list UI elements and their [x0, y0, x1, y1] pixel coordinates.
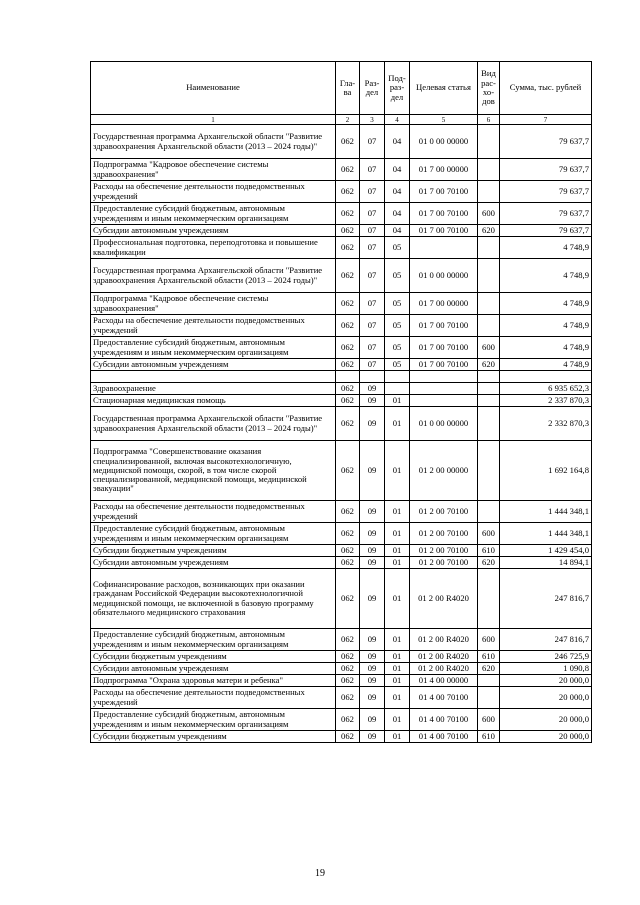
table-row	[91, 687, 592, 709]
row-vid: 620	[478, 557, 500, 569]
table-row	[91, 337, 592, 359]
row-glava: 062	[336, 337, 360, 359]
row-glava: 062	[336, 441, 360, 501]
row-razdel: 09	[360, 523, 385, 545]
row-glava: 062	[336, 125, 360, 159]
table-row	[91, 203, 592, 225]
row-vid: 610	[478, 545, 500, 557]
row-name: Субсидии автономным учреждениям	[91, 359, 336, 371]
table-row	[91, 709, 592, 731]
table-row	[91, 259, 592, 293]
row-target: 01 7 00 70100	[410, 181, 478, 203]
row-vid: 600	[478, 523, 500, 545]
row-podrazdel: 01	[385, 731, 410, 743]
row-sum: 14 894,1	[500, 557, 592, 569]
column-number: 3	[360, 115, 385, 125]
row-sum: 246 725,9	[500, 651, 592, 663]
row-target: 01 2 00 70100	[410, 545, 478, 557]
row-sum: 79 637,7	[500, 225, 592, 237]
row-vid	[478, 237, 500, 259]
table-row	[91, 501, 592, 523]
row-razdel: 09	[360, 545, 385, 557]
row-target: 01 7 00 00000	[410, 293, 478, 315]
row-podrazdel: 04	[385, 181, 410, 203]
row-podrazdel: 04	[385, 159, 410, 181]
row-glava: 062	[336, 675, 360, 687]
row-podrazdel: 01	[385, 395, 410, 407]
row-sum: 79 637,7	[500, 125, 592, 159]
row-podrazdel: 01	[385, 709, 410, 731]
row-razdel: 07	[360, 181, 385, 203]
row-glava: 062	[336, 651, 360, 663]
row-glava: 062	[336, 523, 360, 545]
column-number: 7	[500, 115, 592, 125]
row-sum: 4 748,9	[500, 315, 592, 337]
row-sum: 20 000,0	[500, 687, 592, 709]
row-vid	[478, 395, 500, 407]
table-row	[91, 359, 592, 371]
row-vid	[478, 441, 500, 501]
row-podrazdel: 04	[385, 225, 410, 237]
row-razdel: 07	[360, 315, 385, 337]
row-target: 01 0 00 00000	[410, 259, 478, 293]
row-name: Субсидии автономным учреждениям	[91, 225, 336, 237]
row-sum: 20 000,0	[500, 675, 592, 687]
row-target: 01 4 00 00000	[410, 675, 478, 687]
row-vid	[478, 407, 500, 441]
column-number: 2	[336, 115, 360, 125]
row-vid	[478, 181, 500, 203]
row-name: Субсидии бюджетным учреждениям	[91, 651, 336, 663]
column-number: 5	[410, 115, 478, 125]
row-name: Субсидии бюджетным учреждениям	[91, 545, 336, 557]
row-sum: 4 748,9	[500, 259, 592, 293]
row-glava: 062	[336, 225, 360, 237]
row-podrazdel: 01	[385, 501, 410, 523]
row-sum: 20 000,0	[500, 709, 592, 731]
header-razdel: Раз-дел	[360, 62, 385, 115]
row-podrazdel: 01	[385, 651, 410, 663]
row-name: Предоставление субсидий бюджетным, автономным учреждениям и иным некоммерческим организациям	[91, 337, 336, 359]
row-vid: 620	[478, 225, 500, 237]
header-name: Наименование	[91, 62, 336, 115]
row-sum: 247 816,7	[500, 629, 592, 651]
table-row	[91, 569, 592, 629]
row-target: 01 7 00 70100	[410, 225, 478, 237]
row-target: 01 7 00 70100	[410, 203, 478, 225]
row-name: Подпрограмма "Совершенствование оказания специализированной, включая высокотехнологичную, медицинской помощи, скорой, в том числе скорой специализированной, медицинской помощи, медицинской эвакуации"	[91, 441, 336, 501]
row-vid: 600	[478, 203, 500, 225]
row-vid: 610	[478, 651, 500, 663]
row-glava: 062	[336, 203, 360, 225]
row-podrazdel: 05	[385, 359, 410, 371]
row-podrazdel: 05	[385, 337, 410, 359]
row-sum: 4 748,9	[500, 337, 592, 359]
row-razdel: 09	[360, 557, 385, 569]
row-sum: 6 935 652,3	[500, 383, 592, 395]
row-podrazdel	[385, 383, 410, 395]
row-target: 01 2 00 00000	[410, 441, 478, 501]
row-target: 01 2 00 R4020	[410, 629, 478, 651]
row-vid	[478, 371, 500, 383]
row-target: 01 7 00 70100	[410, 315, 478, 337]
row-podrazdel: 01	[385, 545, 410, 557]
row-glava: 062	[336, 569, 360, 629]
row-sum: 1 429 454,0	[500, 545, 592, 557]
row-vid: 610	[478, 731, 500, 743]
row-name: Здравоохранение	[91, 383, 336, 395]
row-vid	[478, 383, 500, 395]
row-razdel: 09	[360, 651, 385, 663]
table-row	[91, 383, 592, 395]
row-glava: 062	[336, 259, 360, 293]
table-row	[91, 237, 592, 259]
row-glava: 062	[336, 359, 360, 371]
row-sum: 1 444 348,1	[500, 501, 592, 523]
header-glava: Гла-ва	[336, 62, 360, 115]
row-name: Подпрограмма "Охрана здоровья матери и ребенка"	[91, 675, 336, 687]
row-sum: 79 637,7	[500, 181, 592, 203]
row-razdel: 07	[360, 359, 385, 371]
row-podrazdel	[385, 371, 410, 383]
column-number: 4	[385, 115, 410, 125]
row-name: Субсидии автономным учреждениям	[91, 663, 336, 675]
table-header-row	[91, 62, 592, 115]
row-vid	[478, 125, 500, 159]
row-podrazdel: 04	[385, 125, 410, 159]
row-target: 01 2 00 70100	[410, 523, 478, 545]
row-name: Подпрограмма "Кадровое обеспечение системы здравоохранения"	[91, 293, 336, 315]
header-sum: Сумма, тыс. рублей	[500, 62, 592, 115]
row-razdel: 07	[360, 125, 385, 159]
row-podrazdel: 01	[385, 663, 410, 675]
table-row	[91, 159, 592, 181]
row-glava: 062	[336, 545, 360, 557]
table-row	[91, 371, 592, 383]
row-name: Расходы на обеспечение деятельности подведомственных учреждений	[91, 315, 336, 337]
table-row	[91, 441, 592, 501]
header-target: Целевая статья	[410, 62, 478, 115]
row-target	[410, 395, 478, 407]
row-name: Расходы на обеспечение деятельности подведомственных учреждений	[91, 687, 336, 709]
row-glava: 062	[336, 395, 360, 407]
row-name: Расходы на обеспечение деятельности подведомственных учреждений	[91, 181, 336, 203]
table-row	[91, 629, 592, 651]
row-podrazdel: 01	[385, 629, 410, 651]
row-podrazdel: 04	[385, 203, 410, 225]
row-podrazdel: 05	[385, 259, 410, 293]
row-glava: 062	[336, 709, 360, 731]
row-podrazdel: 01	[385, 675, 410, 687]
row-target: 01 2 00 R4020	[410, 569, 478, 629]
row-razdel: 09	[360, 383, 385, 395]
table-row	[91, 731, 592, 743]
table-row	[91, 675, 592, 687]
row-glava: 062	[336, 557, 360, 569]
row-vid: 600	[478, 629, 500, 651]
row-glava: 062	[336, 293, 360, 315]
row-glava: 062	[336, 383, 360, 395]
row-razdel: 07	[360, 203, 385, 225]
row-target: 01 4 00 70100	[410, 709, 478, 731]
table-row	[91, 293, 592, 315]
row-target: 01 2 00 70100	[410, 501, 478, 523]
row-name: Расходы на обеспечение деятельности подведомственных учреждений	[91, 501, 336, 523]
row-sum: 2 332 870,3	[500, 407, 592, 441]
row-glava: 062	[336, 731, 360, 743]
row-sum: 4 748,9	[500, 293, 592, 315]
row-vid	[478, 569, 500, 629]
row-vid	[478, 159, 500, 181]
row-podrazdel: 05	[385, 315, 410, 337]
row-podrazdel: 01	[385, 569, 410, 629]
row-glava: 062	[336, 315, 360, 337]
row-razdel: 09	[360, 675, 385, 687]
column-number: 6	[478, 115, 500, 125]
row-target	[410, 383, 478, 395]
row-glava: 062	[336, 663, 360, 675]
row-sum: 1 444 348,1	[500, 523, 592, 545]
row-name: Государственная программа Архангельской области "Развитие здравоохранения Архангельской области (2013 – 2024 годы)"	[91, 407, 336, 441]
row-razdel: 09	[360, 709, 385, 731]
row-vid	[478, 315, 500, 337]
column-number: 1	[91, 115, 336, 125]
row-sum: 247 816,7	[500, 569, 592, 629]
row-vid	[478, 687, 500, 709]
row-glava: 062	[336, 501, 360, 523]
table-body	[91, 125, 592, 743]
row-target: 01 4 00 70100	[410, 731, 478, 743]
row-glava: 062	[336, 181, 360, 203]
row-razdel: 09	[360, 663, 385, 675]
header-podrazdel: Под-раз-дел	[385, 62, 410, 115]
row-podrazdel: 01	[385, 523, 410, 545]
row-podrazdel: 01	[385, 557, 410, 569]
row-name: Государственная программа Архангельской области "Развитие здравоохранения Архангельской области (2013 – 2024 годы)"	[91, 259, 336, 293]
row-target: 01 7 00 70100	[410, 359, 478, 371]
row-razdel: 07	[360, 259, 385, 293]
row-vid	[478, 675, 500, 687]
row-razdel: 09	[360, 731, 385, 743]
row-target: 01 2 00 70100	[410, 557, 478, 569]
row-target: 01 2 00 R4020	[410, 651, 478, 663]
row-name: Предоставление субсидий бюджетным, автономным учреждениям и иным некоммерческим организациям	[91, 203, 336, 225]
row-target: 01 7 00 70100	[410, 337, 478, 359]
row-vid	[478, 293, 500, 315]
row-sum: 79 637,7	[500, 159, 592, 181]
row-sum: 1 090,8	[500, 663, 592, 675]
row-vid: 620	[478, 359, 500, 371]
row-podrazdel: 01	[385, 441, 410, 501]
row-name: Профессиональная подготовка, переподготовка и повышение квалификации	[91, 237, 336, 259]
table-row	[91, 557, 592, 569]
page-number: 19	[315, 868, 325, 879]
row-sum: 79 637,7	[500, 203, 592, 225]
row-sum	[500, 371, 592, 383]
row-name: Софинансирование расходов, возникающих при оказании гражданам Российской Федерации высокотехнологичной медицинской помощи, не включенной в базовую программу обязательного медицинского страхования	[91, 569, 336, 629]
row-vid: 620	[478, 663, 500, 675]
table-row	[91, 663, 592, 675]
row-glava: 062	[336, 629, 360, 651]
row-name	[91, 371, 336, 383]
budget-table	[90, 61, 592, 743]
row-target: 01 0 00 00000	[410, 407, 478, 441]
table-row	[91, 181, 592, 203]
row-podrazdel: 01	[385, 407, 410, 441]
table-row	[91, 225, 592, 237]
row-razdel: 09	[360, 407, 385, 441]
row-vid: 600	[478, 709, 500, 731]
row-podrazdel: 05	[385, 237, 410, 259]
row-glava: 062	[336, 687, 360, 709]
row-razdel: 07	[360, 337, 385, 359]
row-name: Предоставление субсидий бюджетным, автономным учреждениям и иным некоммерческим организациям	[91, 523, 336, 545]
row-glava	[336, 371, 360, 383]
header-vid: Вид рас-хо-дов	[478, 62, 500, 115]
row-target	[410, 371, 478, 383]
row-razdel: 09	[360, 687, 385, 709]
row-razdel	[360, 371, 385, 383]
table-row	[91, 523, 592, 545]
row-razdel: 09	[360, 569, 385, 629]
row-glava: 062	[336, 407, 360, 441]
row-podrazdel: 01	[385, 687, 410, 709]
row-sum: 20 000,0	[500, 731, 592, 743]
table-row	[91, 545, 592, 557]
row-razdel: 07	[360, 237, 385, 259]
row-razdel: 07	[360, 293, 385, 315]
row-razdel: 09	[360, 501, 385, 523]
row-razdel: 09	[360, 395, 385, 407]
row-name: Субсидии бюджетным учреждениям	[91, 731, 336, 743]
row-podrazdel: 05	[385, 293, 410, 315]
row-name: Государственная программа Архангельской области "Развитие здравоохранения Архангельской области (2013 – 2024 годы)"	[91, 125, 336, 159]
row-vid	[478, 501, 500, 523]
row-sum: 1 692 164,8	[500, 441, 592, 501]
row-name: Предоставление субсидий бюджетным, автономным учреждениям и иным некоммерческим организациям	[91, 629, 336, 651]
table-row	[91, 651, 592, 663]
row-razdel: 09	[360, 441, 385, 501]
row-razdel: 09	[360, 629, 385, 651]
row-sum: 2 337 870,3	[500, 395, 592, 407]
row-target	[410, 237, 478, 259]
row-name: Подпрограмма "Кадровое обеспечение системы здравоохранения"	[91, 159, 336, 181]
row-name: Предоставление субсидий бюджетным, автономным учреждениям и иным некоммерческим организациям	[91, 709, 336, 731]
row-target: 01 2 00 R4020	[410, 663, 478, 675]
row-target: 01 0 00 00000	[410, 125, 478, 159]
table-row	[91, 315, 592, 337]
row-razdel: 07	[360, 225, 385, 237]
table-row	[91, 407, 592, 441]
table-row	[91, 125, 592, 159]
row-name: Стационарная медицинская помощь	[91, 395, 336, 407]
row-vid: 600	[478, 337, 500, 359]
row-sum: 4 748,9	[500, 359, 592, 371]
row-vid	[478, 259, 500, 293]
row-target: 01 7 00 00000	[410, 159, 478, 181]
row-razdel: 07	[360, 159, 385, 181]
row-sum: 4 748,9	[500, 237, 592, 259]
row-name: Субсидии автономным учреждениям	[91, 557, 336, 569]
row-target: 01 4 00 70100	[410, 687, 478, 709]
column-numbers-row	[91, 115, 592, 125]
row-glava: 062	[336, 159, 360, 181]
table-row	[91, 395, 592, 407]
row-glava: 062	[336, 237, 360, 259]
